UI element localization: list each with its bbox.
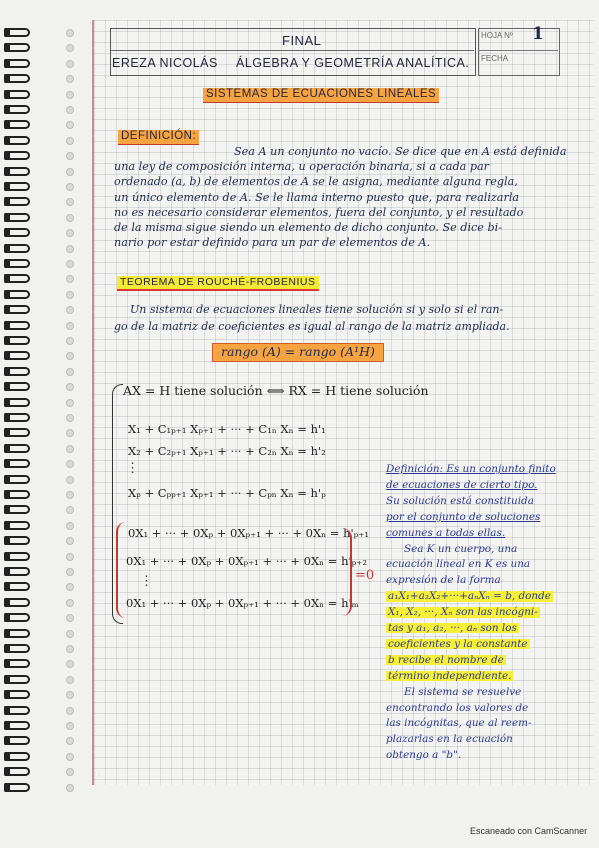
- spiral-ring: [4, 490, 30, 499]
- spiral-ring: [4, 305, 30, 314]
- punch-hole: [66, 506, 74, 514]
- spiral-ring: [4, 213, 30, 222]
- definition-line: ordenado (a, b) de elementos de A se le asigna, mediante alguna regla,: [114, 175, 518, 189]
- spiral-ring: [4, 505, 30, 514]
- equals-zero: =0: [355, 568, 375, 583]
- punch-hole: [66, 491, 74, 499]
- spiral-ring: [4, 659, 30, 668]
- equation-row: X₁ + C₁ₚ₊₁ Xₚ₊₁ + ··· + C₁ₙ Xₙ = h'₁: [128, 422, 326, 436]
- punch-hole: [66, 460, 74, 468]
- punch-hole: [66, 137, 74, 145]
- page-title: SISTEMAS DE ECUACIONES LINEALES: [203, 88, 439, 103]
- spiral-ring: [4, 644, 30, 653]
- theorem-label: TEOREMA DE ROUCHÉ-FROBENIUS: [117, 276, 319, 291]
- spiral-ring: [4, 613, 30, 622]
- punch-hole: [66, 660, 74, 668]
- spiral-ring: [4, 120, 30, 129]
- punch-hole: [66, 737, 74, 745]
- spiral-ring: [4, 706, 30, 715]
- punch-hole: [66, 645, 74, 653]
- spiral-ring: [4, 321, 30, 330]
- punch-hole: [66, 537, 74, 545]
- punch-hole: [66, 106, 74, 114]
- spiral-ring: [4, 690, 30, 699]
- side-note-line: término independiente.: [388, 669, 512, 682]
- punch-hole: [66, 245, 74, 253]
- spiral-ring: [4, 752, 30, 761]
- spiral-ring: [4, 783, 30, 792]
- punch-hole: [66, 60, 74, 68]
- punch-hole: [66, 121, 74, 129]
- spiral-ring: [4, 767, 30, 776]
- punch-hole: [66, 414, 74, 422]
- spiral-ring: [4, 290, 30, 299]
- fecha-label: FECHA: [481, 54, 509, 63]
- side-note-line: Sea K un cuerpo, una: [404, 542, 518, 555]
- spiral-ring: [4, 74, 30, 83]
- punch-hole: [66, 522, 74, 530]
- punch-hole: [66, 768, 74, 776]
- punch-hole: [66, 91, 74, 99]
- spiral-ring: [4, 136, 30, 145]
- spiral-ring: [4, 598, 30, 607]
- zero-rows-brace: [342, 528, 352, 616]
- spiral-ring: [4, 336, 30, 345]
- side-note-line: X₁, X₂, ···, Xₙ son las incógni-: [388, 606, 538, 619]
- definition-line: una ley de composición interna, u operación binaria, si a cada par: [114, 160, 490, 174]
- punch-hole: [66, 722, 74, 730]
- punch-hole: [66, 352, 74, 360]
- spiral-ring: [4, 382, 30, 391]
- spiral-ring: [4, 59, 30, 68]
- definition-line: nario por estar definido para un par de elementos de A.: [114, 236, 431, 250]
- punch-hole: [66, 676, 74, 684]
- spiral-ring: [4, 582, 30, 591]
- page-mark: ·: [98, 771, 101, 778]
- header-divider: [110, 50, 474, 51]
- definition-line: un único elemento de A. Se le llama interno puesto que, para realizarla: [114, 190, 520, 204]
- scanner-footer: Escaneado con CamScanner: [470, 826, 588, 836]
- punch-hole: [66, 152, 74, 160]
- spiral-ring: [4, 521, 30, 530]
- punch-hole: [66, 183, 74, 191]
- equation-row: X₂ + C₂ₚ₊₁ Xₚ₊₁ + ··· + C₂ₙ Xₙ = h'₂: [128, 444, 326, 458]
- definition-label: DEFINICIÓN:: [118, 130, 199, 145]
- punch-hole: [66, 583, 74, 591]
- equivalence-statement: AX = H tiene solución ⟺ RX = H tiene solución: [123, 383, 429, 398]
- punch-hole: [66, 614, 74, 622]
- theorem-line: go de la matriz de coeficientes es igual al rango de la matriz ampliada.: [114, 320, 510, 333]
- spiral-ring: [4, 151, 30, 160]
- punch-hole: [66, 553, 74, 561]
- punch-hole: [66, 29, 74, 37]
- equation-row: Xₚ + Cₚₚ₊₁ Xₚ₊₁ + ··· + Cₚₙ Xₙ = h'ₚ: [128, 486, 326, 500]
- side-note-line: ecuación lineal en K es una: [386, 558, 531, 571]
- spiral-ring: [4, 197, 30, 206]
- punch-hole: [66, 291, 74, 299]
- side-note-line: comunes a todas ellas.: [386, 526, 506, 539]
- spiral-ring: [4, 244, 30, 253]
- spiral-ring: [4, 475, 30, 484]
- hoja-number: 1: [532, 24, 544, 44]
- side-note-line: expresión de la forma: [386, 574, 501, 587]
- spiral-ring: [4, 259, 30, 268]
- punch-hole: [66, 476, 74, 484]
- side-note-line: Su solución está constituida: [386, 494, 534, 507]
- punch-hole: [66, 260, 74, 268]
- spiral-ring: [4, 28, 30, 37]
- spiral-ring: [4, 228, 30, 237]
- punch-hole: [66, 568, 74, 576]
- definition-line: Sea A un conjunto no vacío. Se dice que en A está definida: [234, 145, 567, 158]
- punch-hole: [66, 707, 74, 715]
- equation-row: 0X₁ + ··· + 0Xₚ + 0Xₚ₊₁ + ··· + 0Xₙ = h'ₚ₊₂: [126, 554, 367, 568]
- punch-hole: [66, 75, 74, 83]
- hoja-label: HOJA Nº: [481, 31, 513, 40]
- spiral-ring: [4, 459, 30, 468]
- side-note-line: encontrando los valores de: [386, 701, 529, 714]
- equation-row: 0X₁ + ··· + 0Xₚ + 0Xₚ₊₁ + ··· + 0Xₙ = h'ₘ: [126, 596, 359, 610]
- spiral-ring: [4, 552, 30, 561]
- spiral-ring: [4, 428, 30, 437]
- punch-hole: [66, 630, 74, 638]
- punch-hole: [66, 784, 74, 792]
- side-note-line: plazarlas en la ecuación: [386, 733, 513, 746]
- side-note-line: por el conjunto de soluciones: [386, 510, 541, 523]
- punch-hole: [66, 691, 74, 699]
- spiral-ring: [4, 90, 30, 99]
- side-note-line: de ecuaciones de cierto tipo.: [386, 478, 538, 491]
- punch-hole: [66, 214, 74, 222]
- punch-hole: [66, 322, 74, 330]
- spiral-ring: [4, 413, 30, 422]
- spiral-ring: [4, 629, 30, 638]
- spiral-ring: [4, 351, 30, 360]
- spiral-ring: [4, 167, 30, 176]
- side-note-line: b recibe el nombre de: [388, 653, 504, 666]
- side-note-line: El sistema se resuelve: [404, 685, 522, 698]
- spiral-ring: [4, 367, 30, 376]
- theorem-line: Un sistema de ecuaciones lineales tiene solución si y solo si el ran-: [130, 303, 504, 316]
- spiral-ring: [4, 444, 30, 453]
- punch-hole: [66, 383, 74, 391]
- equation-row: 0X₁ + ··· + 0Xₚ + 0Xₚ₊₁ + ··· + 0Xₙ = h'ₚ₊₁: [128, 526, 369, 540]
- side-note-line: a₁X₁+a₂X₂+···+aₙXₙ = b, donde: [388, 590, 551, 603]
- definition-line: no es necesario considerar elementos, fuera del conjunto, y el resultado: [114, 205, 524, 219]
- side-note-line: obtengo a "b".: [386, 749, 462, 762]
- subject-name: ÁLGEBRA Y GEOMETRÍA ANALÍTICA.: [236, 56, 470, 70]
- punch-hole: [66, 399, 74, 407]
- punch-hole: [66, 306, 74, 314]
- punch-hole: [66, 429, 74, 437]
- punch-hole: [66, 44, 74, 52]
- punch-hole: [66, 445, 74, 453]
- spiral-ring: [4, 398, 30, 407]
- spiral-ring: [4, 736, 30, 745]
- punch-hole: [66, 168, 74, 176]
- punch-hole: [66, 198, 74, 206]
- side-note-line: las incógnitas, que al reem-: [386, 717, 532, 730]
- punch-hole: [66, 337, 74, 345]
- side-note-line: tas y a₁, a₂, ···, aₙ son los: [388, 622, 517, 634]
- vertical-dots-lower: ⋮: [140, 574, 153, 589]
- vertical-dots: ⋮: [126, 461, 139, 476]
- final-heading: FINAL: [282, 33, 322, 48]
- punch-hole: [66, 229, 74, 237]
- side-note-line: coeficientes y la constante: [388, 637, 528, 650]
- punch-hole: [66, 599, 74, 607]
- definition-line: de la misma sigue siendo un elemento de dicho conjunto. Se dice bi-: [114, 221, 502, 234]
- spiral-ring: [4, 675, 30, 684]
- spiral-ring: [4, 536, 30, 545]
- sheet-divider: [478, 50, 558, 51]
- spiral-ring: [4, 105, 30, 114]
- spiral-ring: [4, 721, 30, 730]
- rank-formula: rango (A) = rango (A¹H): [212, 343, 384, 362]
- spiral-ring: [4, 182, 30, 191]
- spiral-ring: [4, 43, 30, 52]
- spiral-ring: [4, 274, 30, 283]
- spiral-ring: [4, 567, 30, 576]
- punch-hole: [66, 368, 74, 376]
- student-name: EREZA NICOLÁS: [112, 56, 218, 70]
- spiral-binding: [0, 0, 40, 800]
- punch-hole: [66, 275, 74, 283]
- punch-hole: [66, 753, 74, 761]
- side-note-line: Definición: Es un conjunto finito: [386, 463, 556, 475]
- zero-rows-brace-left: [116, 522, 126, 618]
